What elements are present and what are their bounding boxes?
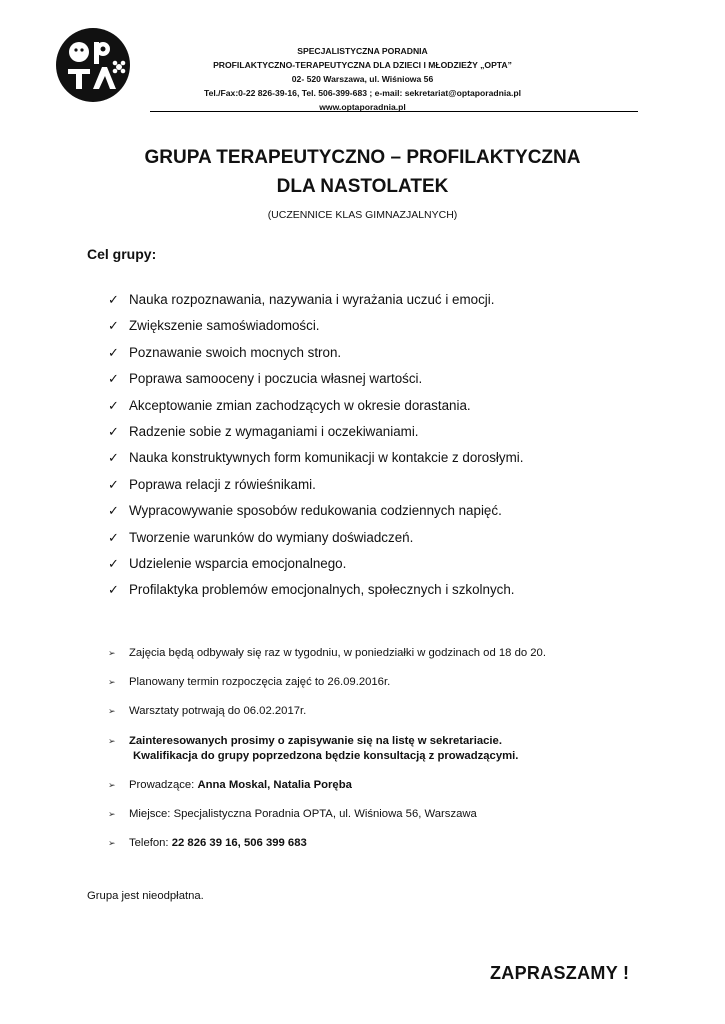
header-line-website: www.optaporadnia.pl xyxy=(319,102,406,112)
checkmark-icon: ✓ xyxy=(108,503,119,519)
header-line-name: SPECJALISTYCZNA PORADNIA xyxy=(297,46,428,56)
checkmark-icon: ✓ xyxy=(108,371,119,387)
opta-logo xyxy=(55,27,131,103)
goals-list xyxy=(108,289,523,606)
checkmark-icon: ✓ xyxy=(108,397,119,413)
goal-item: ✓ Radzenie sobie z wymaganiami i oczekiwaniami. xyxy=(108,421,523,447)
invitation-text: ZAPRASZAMY ! xyxy=(490,963,630,983)
arrow-bullet-icon: ➢ xyxy=(108,736,116,746)
free-of-charge-note: Grupa jest nieodpłatna. xyxy=(87,890,204,902)
goal-item: ✓ Akceptowanie zmian zachodzących w okresie dorastania. xyxy=(108,395,523,421)
arrow-bullet-icon: ➢ xyxy=(108,838,116,848)
header-line-contact: Tel./Fax:0-22 826-39-16, Tel. 506-399-683 ; e-mail: sekretariat@optaporadnia.pl xyxy=(203,88,522,98)
goal-item: ✓ Zwiększenie samoświadomości. xyxy=(108,315,523,341)
arrow-bullet-icon: ➢ xyxy=(108,780,116,790)
phone-numbers: 22 826 39 16, 506 399 683 xyxy=(171,837,307,849)
goal-item: ✓ Poprawa relacji z rówieśnikami. xyxy=(108,474,523,500)
arrow-bullet-icon: ➢ xyxy=(108,648,116,658)
checkmark-icon: ✓ xyxy=(108,529,119,545)
phone-label: Telefon: xyxy=(129,837,172,849)
goal-item: ✓ Udzielenie wsparcia emocjonalnego. xyxy=(108,553,523,579)
goal-item: ✓ Tworzenie warunków do wymiany doświadczeń. xyxy=(108,527,523,553)
document-title xyxy=(0,143,725,201)
checkmark-icon: ✓ xyxy=(108,292,119,307)
leaders-label: Prowadzące: xyxy=(129,779,198,791)
arrow-bullet-icon: ➢ xyxy=(108,677,116,687)
goals-heading: Cel grupy: xyxy=(87,246,157,262)
document-subtitle: (UCZENNICE KLAS GIMNAZJALNYCH) xyxy=(267,209,458,221)
checkmark-icon: ✓ xyxy=(108,318,119,334)
checkmark-icon: ✓ xyxy=(108,555,119,571)
goal-item: ✓ Nauka konstruktywnych form komunikacji w kontakcie z dorosłymi. xyxy=(108,447,523,473)
goal-item: ✓ Nauka rozpoznawania, nazywania i wyrażania uczuć i emocji. xyxy=(108,289,523,315)
goal-item: ✓ Profilaktyka problemów emocjonalnych, społecznych i szkolnych. xyxy=(108,579,523,605)
goal-item: ✓ Poznawanie swoich mocnych stron. xyxy=(108,342,523,368)
checkmark-icon: ✓ xyxy=(108,476,119,492)
checkmark-icon: ✓ xyxy=(108,450,119,466)
header-divider xyxy=(150,111,638,112)
arrow-bullet-icon: ➢ xyxy=(108,706,116,716)
leaders-names: Anna Moskal, Natalia Poręba xyxy=(197,779,352,791)
header-line-type: PROFILAKTYCZNO-TERAPEUTYCZNA DLA DZIECI I MŁODZIEŻY „OPTA” xyxy=(213,60,512,70)
checkmark-icon: ✓ xyxy=(108,582,119,598)
arrow-bullet-icon: ➢ xyxy=(108,809,116,819)
checkmark-icon: ✓ xyxy=(108,423,119,439)
signup-line-2: Kwalifikacja do grupy poprzedzona będzie konsultacją z prowadzącymi. xyxy=(133,750,519,762)
goal-item: ✓ Wypracowywanie sposobów redukowania codziennych napięć. xyxy=(108,500,523,526)
institution-header xyxy=(150,44,575,114)
goal-item: ✓ Poprawa samooceny i poczucia własnej wartości. xyxy=(108,368,523,394)
checkmark-icon: ✓ xyxy=(108,344,119,360)
header-line-address: 02- 520 Warszawa, ul. Wiśniowa 56 xyxy=(291,74,434,84)
title-line-2: DLA NASTOLATEK xyxy=(276,176,449,197)
signup-line-1: Zainteresowanych prosimy o zapisywanie się na listę w sekretariacie. xyxy=(129,735,502,747)
title-line-1: GRUPA TERAPEUTYCZNO – PROFILAKTYCZNA xyxy=(144,147,581,168)
